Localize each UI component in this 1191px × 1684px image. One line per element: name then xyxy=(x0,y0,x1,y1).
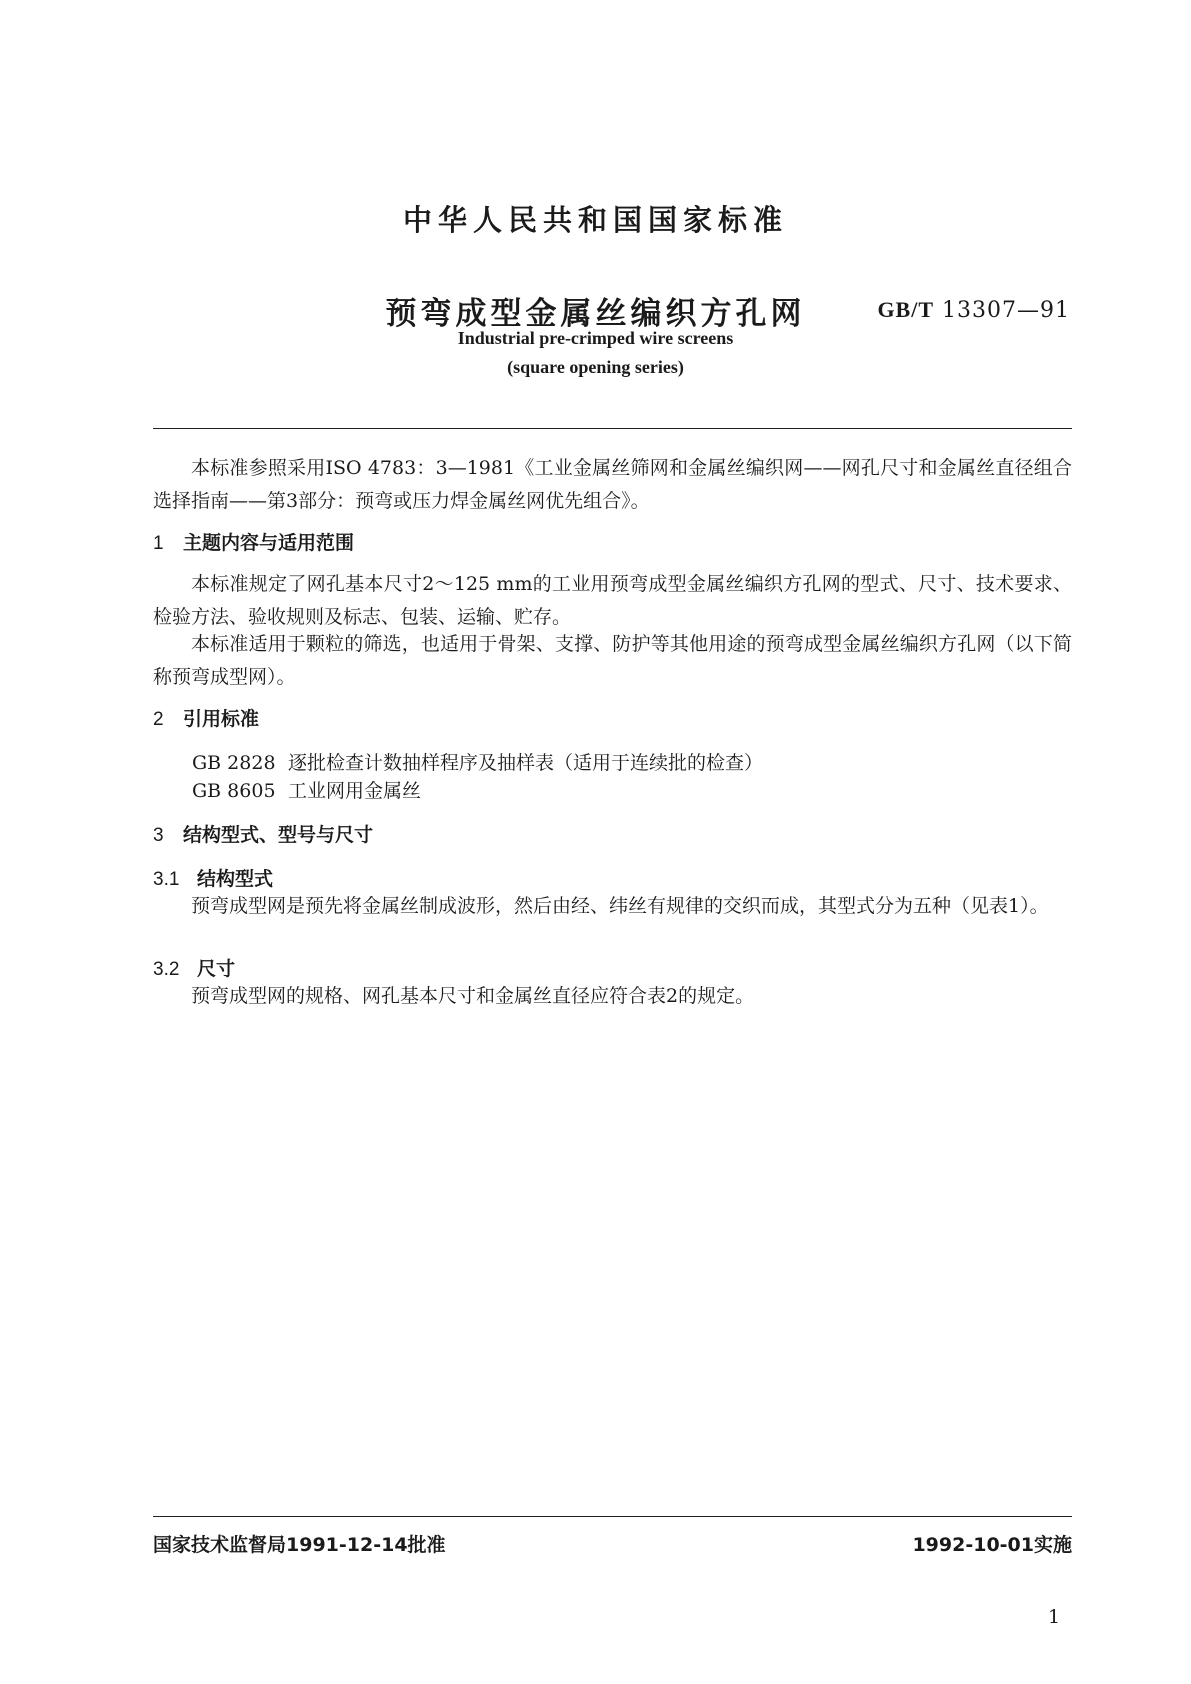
section-3-2-heading xyxy=(153,954,235,981)
section-number: 3 xyxy=(153,825,164,846)
section-title: 尺寸 xyxy=(197,958,236,980)
reference-code: GB 2828 xyxy=(192,752,276,774)
section-title: 主题内容与适用范围 xyxy=(183,532,355,554)
section-number: 3.1 xyxy=(153,869,180,890)
national-standard-title: 中华人民共和国国家标准 xyxy=(402,203,788,237)
standard-code: GB/T xyxy=(877,297,935,322)
section-1-para-1: 本标准规定了网孔基本尺寸2～125 mm的工业用预弯成型金属丝编织方孔网的型式、尺寸、技术要求、检验方法、验收规则及标志、包装、运输、贮存。 xyxy=(153,573,1072,628)
section-3-heading xyxy=(153,820,373,847)
reference-item xyxy=(192,748,763,775)
section-2-heading xyxy=(153,704,259,731)
section-title: 引用标准 xyxy=(183,708,260,730)
section-title: 结构型式 xyxy=(197,868,274,890)
section-3-2-text: 预弯成型网的规格、网孔基本尺寸和金属丝直径应符合表2的规定。 xyxy=(191,985,755,1007)
reference-code: GB 8605 xyxy=(192,780,276,802)
reference-item xyxy=(192,776,421,803)
standard-number-value: 13307—91 xyxy=(942,298,1070,323)
implementation-date: 1992-10-01实施 xyxy=(912,1534,1072,1556)
standard-number xyxy=(877,297,1070,323)
section-title: 结构型式、型号与尺寸 xyxy=(183,824,374,846)
header-divider xyxy=(153,428,1072,429)
section-3-1-text: 预弯成型网是预先将金属丝制成波形，然后由经、纬丝有规律的交织而成，其型式分为五种（见表1）。 xyxy=(191,895,1049,917)
intro-paragraph: 本标准参照采用ISO 4783：3—1981《工业金属丝筛网和金属丝编织网——网孔尺寸和金属丝直径组合选择指南——第3部分：预弯或压力焊金属丝网优先组合》。 xyxy=(153,457,1072,512)
section-number: 2 xyxy=(153,709,164,730)
section-1-heading xyxy=(153,528,354,555)
english-title: Industrial pre-crimped wire screens xyxy=(457,328,734,348)
section-1-para-2: 本标准适用于颗粒的筛选，也适用于骨架、支撑、防护等其他用途的预弯成型金属丝编织方孔网（以下简称预弯成型网）。 xyxy=(153,633,1072,688)
english-subtitle: (square opening series) xyxy=(507,357,684,377)
section-number: 3.2 xyxy=(153,959,180,980)
footer-divider xyxy=(153,1516,1072,1517)
reference-title: 工业网用金属丝 xyxy=(288,780,422,802)
reference-title: 逐批检查计数抽样程序及抽样表（适用于连续批的检查） xyxy=(288,752,764,774)
approval-info: 国家技术监督局1991-12-14批准 xyxy=(153,1534,446,1556)
section-3-1-heading xyxy=(153,864,273,891)
section-number: 1 xyxy=(153,533,164,554)
standard-title: 预弯成型金属丝编织方孔网 xyxy=(385,296,806,332)
page-number: 1 xyxy=(1048,1606,1061,1628)
